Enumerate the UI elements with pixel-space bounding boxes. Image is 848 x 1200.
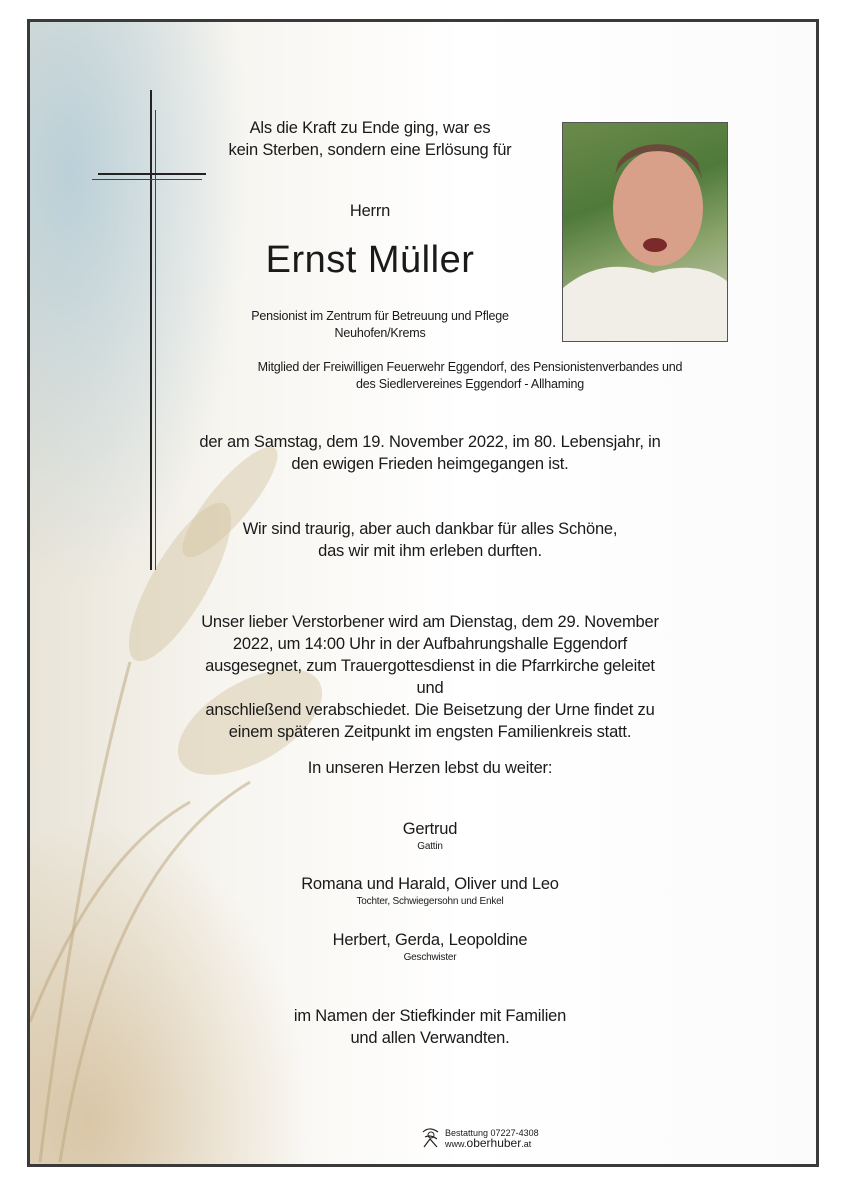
web-main: oberhuber xyxy=(466,1135,522,1150)
membership-line: des Siedlervereines Eggendorf - Allhaming xyxy=(355,377,585,391)
mourner-relation: Gattin xyxy=(417,841,443,852)
angel-logo-icon xyxy=(420,1127,442,1149)
funeral-line: einem späteren Zeitpunkt im engsten Familienkreis statt. xyxy=(228,723,632,741)
notice-frame xyxy=(27,19,819,1167)
death-line: den ewigen Frieden heimgegangen ist. xyxy=(291,455,569,473)
occupation xyxy=(210,308,550,342)
web-prefix: www. xyxy=(445,1138,467,1149)
quote xyxy=(190,518,670,562)
closing xyxy=(190,1005,670,1049)
membership-line: Mitglied der Freiwilligen Feuerwehr Eggendorf, des Pensionistenverbandes und xyxy=(257,360,683,374)
intro-line: kein Sterben, sondern eine Erlösung für xyxy=(228,141,512,159)
mourner-group xyxy=(190,873,670,908)
death-announcement xyxy=(190,431,670,475)
funeral-details xyxy=(190,611,670,743)
company-phone: 07227-4308 xyxy=(490,1127,539,1138)
mourner-relation: Tochter, Schwiegersohn und Enkel xyxy=(356,896,504,907)
quote-line: Wir sind traurig, aber auch dankbar für alles Schöne, xyxy=(242,520,618,538)
cross-icon-bar xyxy=(98,173,206,175)
web-suffix: .at xyxy=(521,1138,532,1149)
closing-line: im Namen der Stiefkinder mit Familien xyxy=(293,1007,567,1025)
membership xyxy=(210,359,730,393)
quote-line: das wir mit ihm erleben durften. xyxy=(318,542,542,560)
mourner-group xyxy=(190,929,670,964)
death-line: der am Samstag, dem 19. November 2022, im 80. Lebensjahr, in xyxy=(199,433,661,451)
funeral-line: ausgesegnet, zum Trauergottesdienst in die Pfarrkirche geleitet und xyxy=(205,657,655,697)
cross-icon xyxy=(150,90,152,570)
portrait-image xyxy=(563,123,728,342)
mourner-relation: Geschwister xyxy=(403,952,457,963)
funeral-line: Unser lieber Verstorbener wird am Dienstag, dem 29. November xyxy=(201,613,659,631)
funeral-home-logo xyxy=(420,1127,539,1149)
funeral-line: 2022, um 14:00 Uhr in der Aufbahrungshalle Eggendorf xyxy=(232,635,628,653)
mourner-names: Gertrud xyxy=(402,820,458,838)
funeral-line: anschließend verabschiedet. Die Beisetzung der Urne findet zu xyxy=(205,701,655,719)
occupation-line: Neuhofen/Krems xyxy=(334,326,426,340)
occupation-line: Pensionist im Zentrum für Betreuung und Pflege xyxy=(251,309,509,323)
mourner-group xyxy=(190,818,670,853)
mourner-names: Herbert, Gerda, Leopoldine xyxy=(332,931,528,949)
company-label: Bestattung xyxy=(445,1127,489,1138)
mourner-names: Romana und Harald, Oliver und Leo xyxy=(301,875,559,893)
cross-icon-bar2 xyxy=(92,179,202,180)
intro-text xyxy=(210,117,530,161)
salutation: Herrn xyxy=(349,202,391,220)
portrait-photo xyxy=(562,122,728,342)
hearts-line: In unseren Herzen lebst du weiter: xyxy=(307,759,553,777)
intro-line: Als die Kraft zu Ende ging, war es xyxy=(249,119,491,137)
deceased-name: Ernst Müller xyxy=(265,239,475,281)
closing-line: und allen Verwandten. xyxy=(350,1029,510,1047)
